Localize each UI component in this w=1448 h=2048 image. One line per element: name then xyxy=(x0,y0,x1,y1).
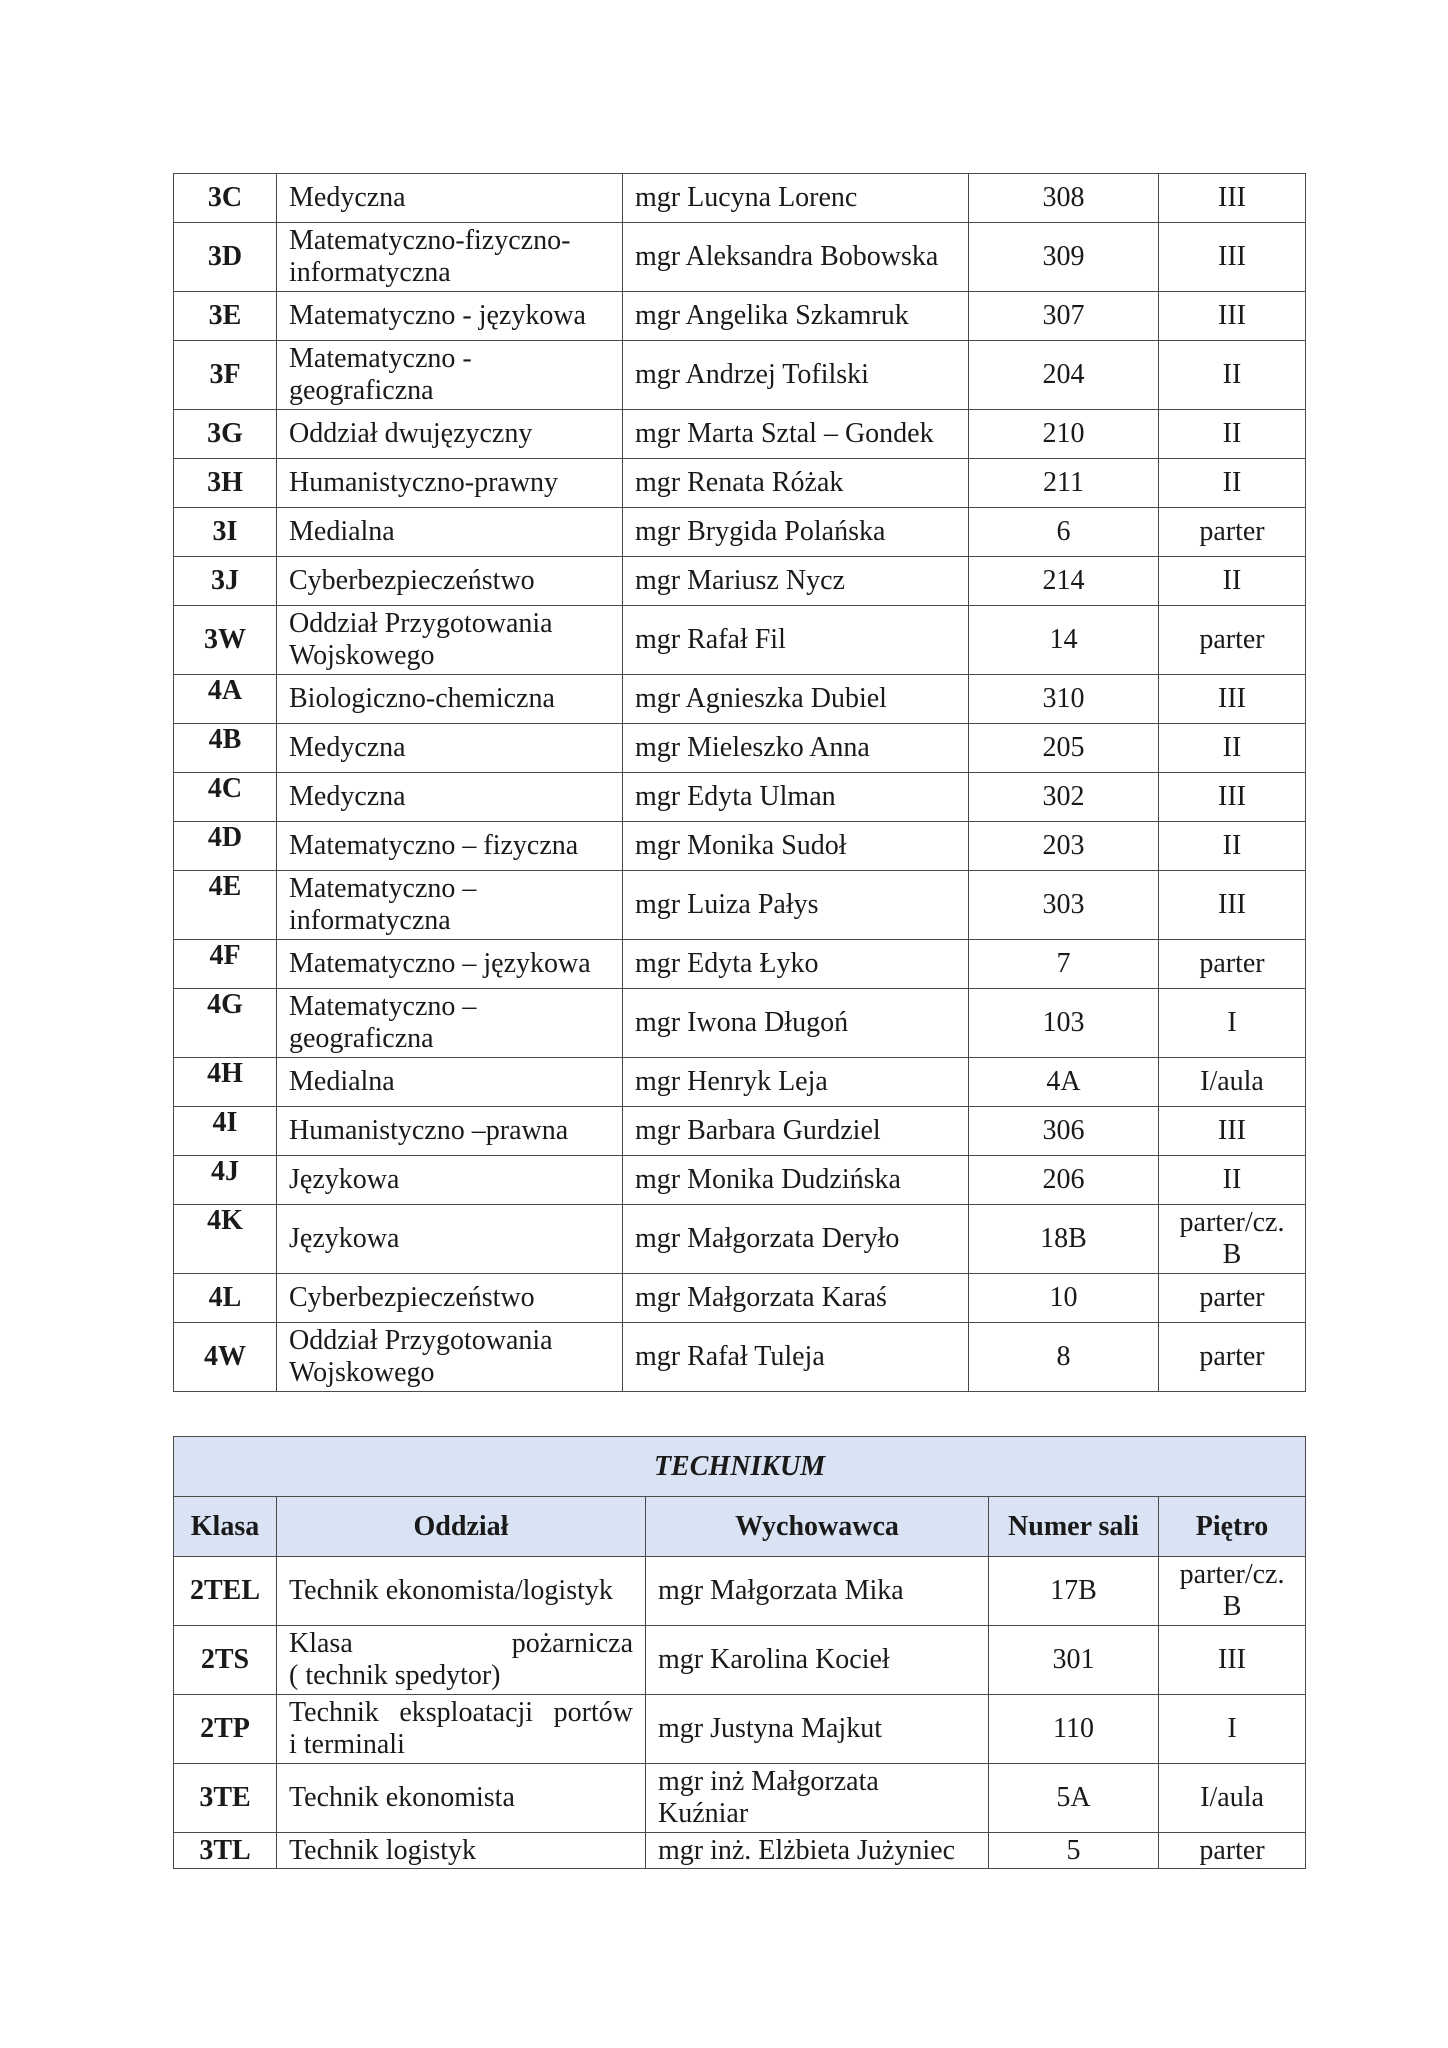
oddzial-cell xyxy=(277,508,623,557)
wychowawca-cell xyxy=(646,1764,989,1833)
oddzial-line: Matematyczno - językowa xyxy=(289,300,586,331)
wychowawca-line: mgr Małgorzata Karaś xyxy=(635,1282,887,1313)
table-row xyxy=(174,459,1306,508)
floor-line: II xyxy=(1222,830,1242,861)
table-row xyxy=(174,871,1306,940)
oddzial-cell xyxy=(277,1274,623,1323)
room-number-cell: 10 xyxy=(969,1274,1159,1323)
room-number-cell: 211 xyxy=(969,459,1159,508)
floor-cell xyxy=(1159,341,1306,410)
oddzial-line: Medialna xyxy=(289,516,395,547)
wychowawca-cell xyxy=(623,822,969,871)
oddzial-cell xyxy=(277,1107,623,1156)
floor-line: II xyxy=(1222,467,1242,498)
room-number-cell: 203 xyxy=(969,822,1159,871)
room-number-cell: 205 xyxy=(969,724,1159,773)
wychowawca-cell xyxy=(623,1107,969,1156)
floor-line: III xyxy=(1218,781,1246,812)
wychowawca-cell xyxy=(623,459,969,508)
floor-cell xyxy=(1159,1274,1306,1323)
class-code: 4C xyxy=(174,773,277,822)
class-code: 3J xyxy=(174,557,277,606)
table-row xyxy=(174,822,1306,871)
floor-line: parter/cz. xyxy=(1179,1559,1285,1590)
class-code: 3TL xyxy=(174,1833,277,1869)
floor-line: I xyxy=(1227,1713,1237,1744)
oddzial-line: Cyberbezpieczeństwo xyxy=(289,565,535,596)
wychowawca-line: mgr Aleksandra Bobowska xyxy=(635,241,939,272)
floor-cell xyxy=(1159,508,1306,557)
table-row xyxy=(174,606,1306,675)
floor-cell xyxy=(1159,410,1306,459)
floor-cell xyxy=(1159,1626,1306,1695)
wychowawca-cell xyxy=(623,410,969,459)
wychowawca-cell xyxy=(646,1626,989,1695)
room-number-cell: 6 xyxy=(969,508,1159,557)
floor-line: II xyxy=(1222,418,1242,449)
floor-line: parter xyxy=(1199,516,1265,547)
class-code: 4H xyxy=(174,1058,277,1107)
floor-cell xyxy=(1159,1695,1306,1764)
wychowawca-line: mgr Rafał Tuleja xyxy=(635,1341,825,1372)
floor-line: parter xyxy=(1199,1834,1265,1866)
wychowawca-line: Kuźniar xyxy=(658,1798,749,1829)
wychowawca-line: mgr Lucyna Lorenc xyxy=(635,182,858,213)
oddzial-cell xyxy=(277,675,623,724)
oddzial-cell xyxy=(277,1205,623,1274)
room-number-cell: 4A xyxy=(969,1058,1159,1107)
class-code: 4E xyxy=(174,871,277,940)
room-number-cell: 301 xyxy=(989,1626,1159,1695)
oddzial-line: Oddział dwujęzyczny xyxy=(289,418,533,449)
room-number-cell: 309 xyxy=(969,223,1159,292)
table-row xyxy=(174,341,1306,410)
class-code: 4G xyxy=(174,989,277,1058)
class-code: 4B xyxy=(174,724,277,773)
room-number-cell: 5A xyxy=(989,1764,1159,1833)
header-numer-sali: Numer sali xyxy=(989,1497,1159,1557)
header-pietro: Piętro xyxy=(1159,1497,1306,1557)
class-code: 3F xyxy=(174,341,277,410)
wychowawca-line: mgr Edyta Łyko xyxy=(635,948,819,979)
oddzial-line: informatyczna xyxy=(289,905,451,936)
floor-cell xyxy=(1159,174,1306,223)
oddzial-line: Klasa pożarnicza xyxy=(289,1628,633,1659)
room-number-cell: 306 xyxy=(969,1107,1159,1156)
wychowawca-cell xyxy=(623,940,969,989)
room-number-cell: 17B xyxy=(989,1557,1159,1626)
wychowawca-line: mgr Rafał Fil xyxy=(635,624,786,655)
header-klasa: Klasa xyxy=(174,1497,277,1557)
wychowawca-line: mgr Justyna Majkut xyxy=(658,1713,882,1744)
class-code: 4K xyxy=(174,1205,277,1274)
wychowawca-cell xyxy=(623,223,969,292)
room-number-cell: 8 xyxy=(969,1323,1159,1392)
oddzial-cell xyxy=(277,1764,646,1833)
oddzial-line: geograficzna xyxy=(289,375,434,406)
floor-line: III xyxy=(1218,683,1246,714)
class-code: 4J xyxy=(174,1156,277,1205)
floor-cell xyxy=(1159,1557,1306,1626)
room-number-cell: 210 xyxy=(969,410,1159,459)
oddzial-line: Cyberbezpieczeństwo xyxy=(289,1282,535,1313)
floor-line: III xyxy=(1218,241,1246,272)
oddzial-line: Humanistyczno-prawny xyxy=(289,467,559,498)
floor-cell xyxy=(1159,557,1306,606)
wychowawca-line: mgr Renata Różak xyxy=(635,467,844,498)
floor-cell xyxy=(1159,940,1306,989)
class-code: 4D xyxy=(174,822,277,871)
wychowawca-cell xyxy=(623,1058,969,1107)
oddzial-cell xyxy=(277,459,623,508)
wychowawca-cell xyxy=(623,508,969,557)
table-row xyxy=(174,1626,1306,1695)
floor-line: parter/cz. xyxy=(1179,1207,1285,1238)
liceum-table-body xyxy=(174,174,1306,1392)
floor-line: II xyxy=(1222,359,1242,390)
oddzial-cell xyxy=(277,871,623,940)
wychowawca-cell xyxy=(623,1274,969,1323)
wychowawca-line: mgr Henryk Leja xyxy=(635,1066,828,1097)
room-number-cell: 206 xyxy=(969,1156,1159,1205)
table-row xyxy=(174,508,1306,557)
floor-line: B xyxy=(1222,1239,1242,1270)
floor-line: parter xyxy=(1199,1282,1265,1313)
wychowawca-cell xyxy=(623,341,969,410)
wychowawca-line: mgr Mariusz Nycz xyxy=(635,565,845,596)
oddzial-cell xyxy=(277,557,623,606)
table-row xyxy=(174,675,1306,724)
oddzial-line: Matematyczno – xyxy=(289,991,477,1022)
wychowawca-cell xyxy=(623,1205,969,1274)
class-code: 4I xyxy=(174,1107,277,1156)
floor-cell xyxy=(1159,606,1306,675)
oddzial-line: Medyczna xyxy=(289,732,406,763)
oddzial-line: Technik ekonomista/logistyk xyxy=(289,1575,613,1606)
room-number-cell: 308 xyxy=(969,174,1159,223)
table-row xyxy=(174,557,1306,606)
oddzial-line: informatyczna xyxy=(289,257,451,288)
wychowawca-line: mgr Agnieszka Dubiel xyxy=(635,683,887,714)
floor-line: parter xyxy=(1199,624,1265,655)
floor-line: B xyxy=(1222,1591,1242,1622)
room-number-cell: 14 xyxy=(969,606,1159,675)
oddzial-cell xyxy=(277,1156,623,1205)
oddzial-line: Matematyczno – fizyczna xyxy=(289,830,579,861)
class-code: 3TE xyxy=(174,1764,277,1833)
table-row xyxy=(174,410,1306,459)
oddzial-cell xyxy=(277,410,623,459)
table-row xyxy=(174,989,1306,1058)
class-code: 3C xyxy=(174,174,277,223)
floor-cell xyxy=(1159,292,1306,341)
wychowawca-cell xyxy=(646,1695,989,1764)
table-row xyxy=(174,773,1306,822)
class-code: 3D xyxy=(174,223,277,292)
floor-line: III xyxy=(1218,1644,1247,1675)
wychowawca-line: mgr Andrzej Tofilski xyxy=(635,359,869,390)
oddzial-line: Wojskowego xyxy=(289,640,435,671)
oddzial-line: i terminali xyxy=(289,1729,405,1760)
oddzial-line: Wojskowego xyxy=(289,1357,435,1388)
header-oddzial: Oddział xyxy=(277,1497,646,1557)
table-row xyxy=(174,223,1306,292)
technikum-table xyxy=(173,1436,1306,1869)
wychowawca-cell xyxy=(623,292,969,341)
room-number-cell: 310 xyxy=(969,675,1159,724)
table-row xyxy=(174,1695,1306,1764)
floor-cell xyxy=(1159,989,1306,1058)
wychowawca-line: mgr inż. Elżbieta Jużyniec xyxy=(658,1834,955,1866)
wychowawca-line: mgr Luiza Pałys xyxy=(635,889,819,920)
floor-cell xyxy=(1159,1156,1306,1205)
room-number-cell: 214 xyxy=(969,557,1159,606)
class-code: 4F xyxy=(174,940,277,989)
technikum-table-body xyxy=(174,1557,1306,1869)
oddzial-line: Oddział Przygotowania xyxy=(289,608,553,639)
class-code: 4W xyxy=(174,1323,277,1392)
wychowawca-cell xyxy=(646,1557,989,1626)
floor-cell xyxy=(1159,1107,1306,1156)
oddzial-cell xyxy=(277,1058,623,1107)
floor-cell xyxy=(1159,223,1306,292)
wychowawca-line: mgr Monika Sudoł xyxy=(635,830,847,861)
room-number-cell: 302 xyxy=(969,773,1159,822)
oddzial-cell xyxy=(277,724,623,773)
class-code: 3G xyxy=(174,410,277,459)
wychowawca-line: mgr Monika Dudzińska xyxy=(635,1164,901,1195)
floor-cell xyxy=(1159,459,1306,508)
oddzial-line: Matematyczno-fizyczno- xyxy=(289,225,571,256)
wychowawca-line: mgr Edyta Ulman xyxy=(635,781,836,812)
liceum-table xyxy=(173,173,1306,1392)
room-number-cell: 110 xyxy=(989,1695,1159,1764)
wychowawca-line: mgr Małgorzata Mika xyxy=(658,1575,904,1606)
table-row xyxy=(174,1764,1306,1833)
floor-cell xyxy=(1159,675,1306,724)
oddzial-line: Matematyczno – językowa xyxy=(289,948,591,979)
oddzial-cell xyxy=(277,940,623,989)
floor-line: parter xyxy=(1199,948,1265,979)
floor-cell xyxy=(1159,1058,1306,1107)
oddzial-cell xyxy=(277,822,623,871)
room-number-cell: 103 xyxy=(969,989,1159,1058)
class-code: 2TP xyxy=(174,1695,277,1764)
table-row xyxy=(174,1205,1306,1274)
table-row xyxy=(174,1156,1306,1205)
class-code: 4A xyxy=(174,675,277,724)
oddzial-line: Językowa xyxy=(289,1164,400,1195)
floor-line: I/aula xyxy=(1200,1066,1264,1097)
floor-line: parter xyxy=(1199,1341,1265,1372)
floor-line: III xyxy=(1218,1115,1246,1146)
wychowawca-cell xyxy=(623,871,969,940)
oddzial-cell xyxy=(277,773,623,822)
floor-cell xyxy=(1159,724,1306,773)
header-wychowawca: Wychowawca xyxy=(646,1497,989,1557)
room-number-cell: 303 xyxy=(969,871,1159,940)
technikum-title: TECHNIKUM xyxy=(174,1437,1306,1497)
oddzial-line: Medyczna xyxy=(289,781,406,812)
oddzial-line: geograficzna xyxy=(289,1023,434,1054)
floor-cell xyxy=(1159,1323,1306,1392)
wychowawca-line: mgr Karolina Kocieł xyxy=(658,1644,890,1675)
table-row xyxy=(174,1107,1306,1156)
oddzial-line: Humanistyczno –prawna xyxy=(289,1115,569,1146)
oddzial-cell xyxy=(277,1695,646,1764)
class-code: 3E xyxy=(174,292,277,341)
technikum-header-row xyxy=(174,1497,1306,1557)
wychowawca-line: mgr Brygida Polańska xyxy=(635,516,886,547)
oddzial-cell xyxy=(277,606,623,675)
wychowawca-line: mgr Marta Sztal – Gondek xyxy=(635,418,934,449)
floor-cell xyxy=(1159,822,1306,871)
oddzial-cell xyxy=(277,223,623,292)
floor-cell xyxy=(1159,1205,1306,1274)
floor-cell xyxy=(1159,1764,1306,1833)
wychowawca-line: mgr inż Małgorzata xyxy=(658,1766,879,1797)
room-number-cell: 18B xyxy=(969,1205,1159,1274)
floor-line: III xyxy=(1218,300,1246,331)
wychowawca-cell xyxy=(623,174,969,223)
wychowawca-cell xyxy=(623,1156,969,1205)
floor-line: II xyxy=(1222,732,1242,763)
oddzial-line: ( technik spedytor) xyxy=(289,1660,501,1691)
wychowawca-line: mgr Mieleszko Anna xyxy=(635,732,870,763)
oddzial-line: Medyczna xyxy=(289,182,406,213)
wychowawca-cell xyxy=(623,773,969,822)
floor-line: III xyxy=(1218,889,1246,920)
oddzial-cell xyxy=(277,292,623,341)
room-number-cell: 307 xyxy=(969,292,1159,341)
oddzial-line: Technik eksploatacji portów xyxy=(289,1697,633,1728)
wychowawca-line: mgr Iwona Długoń xyxy=(635,1007,849,1038)
table-row xyxy=(174,1323,1306,1392)
oddzial-cell xyxy=(277,341,623,410)
floor-line: I xyxy=(1227,1007,1237,1038)
floor-cell xyxy=(1159,773,1306,822)
table-row xyxy=(174,292,1306,341)
wychowawca-line: mgr Małgorzata Deryło xyxy=(635,1223,900,1254)
table-row xyxy=(174,724,1306,773)
wychowawca-cell xyxy=(623,989,969,1058)
table-row xyxy=(174,1557,1306,1626)
oddzial-cell xyxy=(277,1557,646,1626)
floor-line: II xyxy=(1222,565,1242,596)
class-code: 3I xyxy=(174,508,277,557)
room-number-cell: 5 xyxy=(989,1833,1159,1869)
wychowawca-cell xyxy=(623,1323,969,1392)
technikum-title-row xyxy=(174,1437,1306,1497)
wychowawca-cell xyxy=(623,557,969,606)
class-code: 2TEL xyxy=(174,1557,277,1626)
room-number-cell: 204 xyxy=(969,341,1159,410)
oddzial-line: Medialna xyxy=(289,1066,395,1097)
table-row xyxy=(174,174,1306,223)
class-code: 4L xyxy=(174,1274,277,1323)
oddzial-cell xyxy=(277,174,623,223)
floor-line: II xyxy=(1222,1164,1242,1195)
oddzial-line: Technik ekonomista xyxy=(289,1782,515,1813)
class-code: 3H xyxy=(174,459,277,508)
class-code: 2TS xyxy=(174,1626,277,1695)
oddzial-cell xyxy=(277,1626,646,1695)
wychowawca-cell xyxy=(623,606,969,675)
table-row xyxy=(174,1274,1306,1323)
wychowawca-line: mgr Angelika Szkamruk xyxy=(635,300,909,331)
oddzial-cell xyxy=(277,989,623,1058)
wychowawca-cell xyxy=(646,1833,989,1869)
wychowawca-cell xyxy=(623,675,969,724)
wychowawca-line: mgr Barbara Gurdziel xyxy=(635,1115,881,1146)
floor-cell xyxy=(1159,1833,1306,1869)
table-row xyxy=(174,1833,1306,1869)
wychowawca-cell xyxy=(623,724,969,773)
oddzial-line: Matematyczno - xyxy=(289,343,472,374)
floor-cell xyxy=(1159,871,1306,940)
table-row xyxy=(174,1058,1306,1107)
room-number-cell: 7 xyxy=(969,940,1159,989)
floor-line: III xyxy=(1218,182,1246,213)
table-row xyxy=(174,940,1306,989)
oddzial-line: Biologiczno-chemiczna xyxy=(289,683,555,714)
oddzial-line: Językowa xyxy=(289,1223,400,1254)
oddzial-line: Oddział Przygotowania xyxy=(289,1325,553,1356)
oddzial-cell xyxy=(277,1323,623,1392)
floor-line: I/aula xyxy=(1200,1782,1264,1813)
class-code: 3W xyxy=(174,606,277,675)
oddzial-line: Matematyczno – xyxy=(289,873,477,904)
oddzial-line: Technik logistyk xyxy=(289,1834,477,1866)
oddzial-cell xyxy=(277,1833,646,1869)
